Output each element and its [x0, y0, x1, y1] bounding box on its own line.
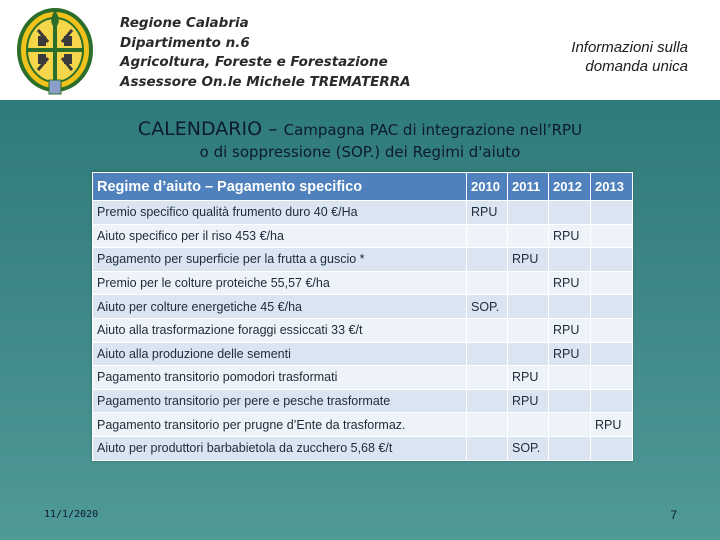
value-cell — [467, 366, 508, 390]
table-row — [93, 201, 633, 225]
footer-date: 11/1/2020 — [44, 509, 99, 520]
value-cell — [467, 318, 508, 342]
slide-title — [0, 118, 720, 163]
value-cell: RPU — [549, 318, 591, 342]
org-line-1: Regione Calabria — [120, 15, 249, 31]
calendar-table-container — [92, 172, 632, 461]
value-cell — [508, 224, 549, 248]
column-header-2013: 2013 — [591, 173, 633, 201]
regime-cell: Aiuto alla trasformazione foraggi essiccati 33 €/t — [93, 318, 467, 342]
value-cell — [467, 248, 508, 272]
value-cell — [508, 342, 549, 366]
value-cell — [467, 224, 508, 248]
table-row — [93, 389, 633, 413]
value-cell: RPU — [591, 413, 633, 437]
table-row — [93, 271, 633, 295]
title-main: CALENDARIO – — [137, 118, 284, 140]
title-main-small: Campagna PAC di integrazione nell’RPU — [283, 121, 583, 139]
calendar-table — [92, 172, 633, 461]
table-row — [93, 366, 633, 390]
value-cell — [508, 413, 549, 437]
value-cell — [591, 224, 633, 248]
value-cell — [549, 248, 591, 272]
value-cell: RPU — [549, 224, 591, 248]
value-cell — [591, 389, 633, 413]
value-cell: RPU — [549, 271, 591, 295]
value-cell — [467, 271, 508, 295]
value-cell — [591, 201, 633, 225]
table-row — [93, 436, 633, 460]
table-row — [93, 318, 633, 342]
value-cell — [508, 271, 549, 295]
slide-topic-line-2: domanda unica — [585, 58, 688, 75]
regime-cell: Premio specifico qualità frumento duro 40 €/Ha — [93, 201, 467, 225]
value-cell — [591, 318, 633, 342]
regime-cell: Aiuto alla produzione delle sementi — [93, 342, 467, 366]
value-cell — [591, 436, 633, 460]
org-line-4: Assessore On.le Michele TREMATERRA — [120, 73, 411, 90]
regime-cell: Pagamento transitorio per pere e pesche trasformate — [93, 389, 467, 413]
value-cell: RPU — [549, 342, 591, 366]
column-header-2010: 2010 — [467, 173, 508, 201]
org-line-3: Agricoltura, Foreste e Forestazione — [120, 54, 388, 70]
table-row — [93, 295, 633, 319]
value-cell — [467, 389, 508, 413]
value-cell — [467, 342, 508, 366]
table-header-row — [93, 173, 633, 201]
regime-cell: Aiuto specifico per il riso 453 €/ha — [93, 224, 467, 248]
header — [0, 0, 720, 100]
value-cell: SOP. — [467, 295, 508, 319]
value-cell — [549, 201, 591, 225]
value-cell — [549, 366, 591, 390]
regime-cell: Pagamento transitorio pomodori trasformati — [93, 366, 467, 390]
value-cell — [508, 295, 549, 319]
value-cell — [508, 201, 549, 225]
value-cell: RPU — [508, 389, 549, 413]
regime-cell: Aiuto per produttori barbabietola da zucchero 5,68 €/t — [93, 436, 467, 460]
value-cell: RPU — [467, 201, 508, 225]
value-cell — [549, 295, 591, 319]
value-cell — [508, 318, 549, 342]
title-second-line: o di soppressione (SOP.) dei Regimi d'aiuto — [199, 143, 521, 161]
column-header-2011: 2011 — [508, 173, 549, 201]
value-cell — [591, 248, 633, 272]
table-row — [93, 224, 633, 248]
value-cell — [467, 436, 508, 460]
table-row — [93, 248, 633, 272]
page-number: 7 — [670, 508, 677, 522]
table-row — [93, 413, 633, 437]
regime-cell: Pagamento per superficie per la frutta a guscio * — [93, 248, 467, 272]
regione-calabria-crest-icon — [16, 6, 94, 98]
table-row — [93, 342, 633, 366]
value-cell: RPU — [508, 248, 549, 272]
regime-cell: Premio per le colture proteiche 55,57 €/ha — [93, 271, 467, 295]
organization-block — [120, 14, 411, 92]
value-cell: RPU — [508, 366, 549, 390]
slide-topic-line-1: Informazioni sulla — [571, 39, 688, 56]
value-cell — [467, 413, 508, 437]
slide-topic — [488, 38, 688, 76]
regime-cell: Aiuto per colture energetiche 45 €/ha — [93, 295, 467, 319]
value-cell — [549, 389, 591, 413]
value-cell — [549, 436, 591, 460]
column-header-2012: 2012 — [549, 173, 591, 201]
value-cell — [591, 366, 633, 390]
value-cell: SOP. — [508, 436, 549, 460]
value-cell — [591, 271, 633, 295]
value-cell — [549, 413, 591, 437]
value-cell — [591, 342, 633, 366]
regime-cell: Pagamento transitorio per prugne d’Ente da trasformaz. — [93, 413, 467, 437]
column-header-regime: Regime d’aiuto – Pagamento specifico — [93, 173, 467, 201]
org-line-2: Dipartimento n.6 — [120, 34, 250, 51]
value-cell — [591, 295, 633, 319]
